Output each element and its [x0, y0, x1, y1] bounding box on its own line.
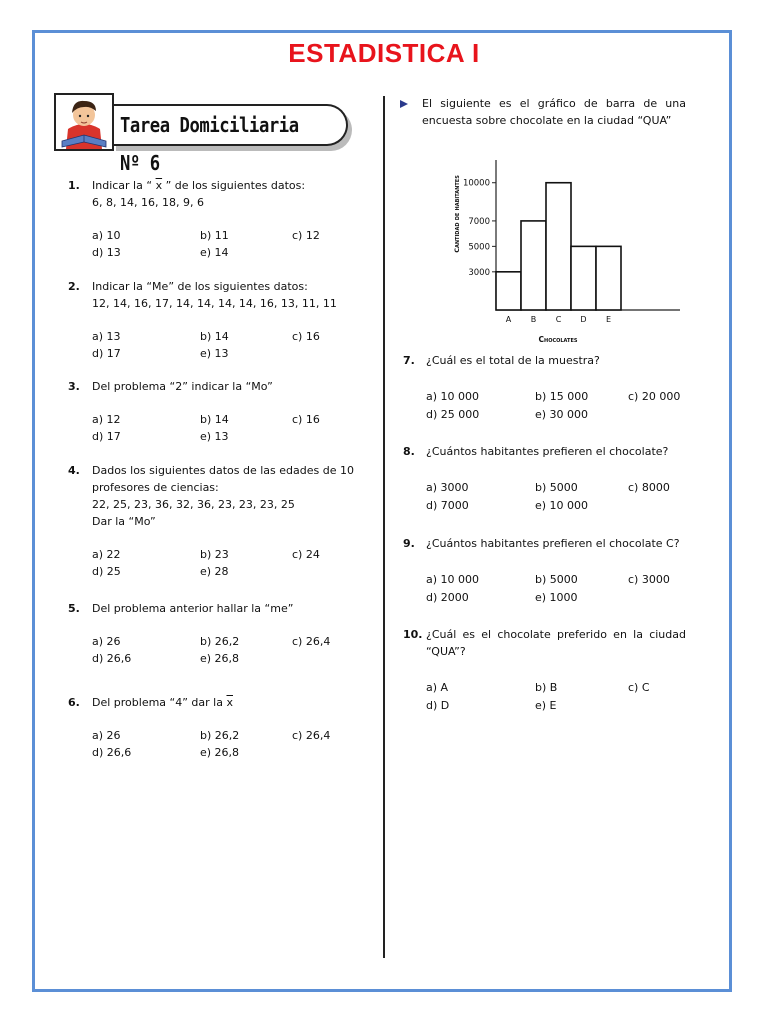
question-text: Indicar la “Me” de los siguientes datos: — [92, 280, 308, 293]
answer-option[interactable]: e) 26,8 — [200, 746, 240, 759]
answer-option[interactable]: b) 23 — [200, 548, 229, 561]
answer-option[interactable]: d) 25 — [92, 565, 121, 578]
answer-option[interactable]: c) C — [628, 681, 650, 694]
bar-c — [546, 183, 571, 310]
question-text: Indicar la “ $\overline{x}$ ” de los siguientes datos: — [92, 179, 306, 192]
answer-option[interactable]: c) 12 — [292, 229, 320, 242]
question-number: 5. — [68, 602, 80, 615]
question-text: ¿Cuántos habitantes prefieren el chocolate? — [426, 445, 669, 458]
answer-option[interactable]: b) 5000 — [535, 573, 578, 586]
answer-option[interactable]: d) D — [426, 699, 450, 712]
answer-option[interactable]: c) 16 — [292, 330, 320, 343]
answer-option[interactable]: d) 25 000 — [426, 408, 480, 421]
bar-e — [596, 246, 621, 310]
answer-option[interactable]: c) 24 — [292, 548, 320, 561]
y-tick-label: 7000 — [468, 216, 490, 227]
student-reading-icon — [56, 95, 112, 149]
answer-option[interactable]: c) 20 000 — [628, 390, 681, 403]
answer-option[interactable]: c) 16 — [292, 413, 320, 426]
answer-option[interactable]: d) 13 — [92, 246, 121, 259]
answer-option[interactable]: e) 30 000 — [535, 408, 589, 421]
answer-option[interactable]: e) 14 — [200, 246, 229, 259]
answer-option[interactable]: a) 26 — [92, 729, 121, 742]
answer-option[interactable]: b) 15 000 — [535, 390, 589, 403]
answer-option[interactable]: e) 26,8 — [200, 652, 240, 665]
question-text: 22, 25, 23, 36, 32, 36, 23, 23, 23, 25 — [92, 498, 295, 511]
homework-label-text: Tarea Domiciliaria Nº 6 — [120, 113, 299, 175]
question-number: 2. — [68, 280, 80, 293]
question-text: profesores de ciencias: — [92, 481, 219, 494]
answer-option[interactable]: a) 12 — [92, 413, 121, 426]
answer-option[interactable]: e) 28 — [200, 565, 229, 578]
answer-option[interactable]: c) 26,4 — [292, 729, 331, 742]
question-number: 6. — [68, 696, 80, 709]
question-text: Dar la “Mo” — [92, 515, 156, 528]
answer-option[interactable]: a) 22 — [92, 548, 121, 561]
answer-option[interactable]: c) 26,4 — [292, 635, 331, 648]
x-tick-label: E — [605, 315, 612, 324]
intro-line: encuesta sobre chocolate en la ciudad “QUA” — [422, 114, 672, 127]
mean-symbol: $\overline{x}$ — [155, 179, 163, 192]
homework-label — [112, 104, 348, 175]
y-tick-label: 3000 — [468, 267, 490, 278]
x-axis-title: Chocolates — [538, 335, 578, 344]
answer-option[interactable]: a) 3000 — [426, 481, 469, 494]
bar-chart — [440, 160, 700, 346]
question-text: Del problema “2” indicar la “Mo” — [92, 380, 273, 393]
x-tick-label: C — [555, 315, 562, 324]
answer-option[interactable]: d) 17 — [92, 347, 121, 360]
question-text: Del problema anterior hallar la “me” — [92, 602, 294, 615]
answer-option[interactable]: e) 10 000 — [535, 499, 589, 512]
mean-symbol: $\overline{x}$ — [226, 696, 233, 709]
x-tick-label: D — [580, 315, 587, 324]
answer-option[interactable]: b) 14 — [200, 413, 229, 426]
answer-option[interactable]: b) 26,2 — [200, 635, 240, 648]
intro-line: El siguiente es el gráfico de barra de una — [422, 97, 686, 110]
y-tick-label: 5000 — [468, 242, 490, 253]
answer-option[interactable]: b) 11 — [200, 229, 229, 242]
answer-option[interactable]: d) 26,6 — [92, 746, 132, 759]
answer-option[interactable]: d) 17 — [92, 430, 121, 443]
answer-option[interactable]: a) 26 — [92, 635, 121, 648]
answer-option[interactable]: b) 14 — [200, 330, 229, 343]
intro-text — [422, 95, 686, 129]
question-number: 8. — [403, 445, 415, 458]
question-text: Dados los siguientes datos de las edades de 10 — [92, 464, 354, 477]
question-number: 4. — [68, 464, 80, 477]
question-number: 9. — [403, 537, 415, 550]
answer-option[interactable]: d) 26,6 — [92, 652, 132, 665]
question-number: 10. — [403, 628, 423, 641]
x-tick-label: A — [505, 315, 512, 324]
answer-option[interactable]: e) 13 — [200, 430, 229, 443]
question-text: ¿Cuántos habitantes prefieren el chocolate C? — [426, 537, 680, 550]
question-text: 12, 14, 16, 17, 14, 14, 14, 14, 16, 13, 11, 11 — [92, 297, 337, 310]
bar-d — [571, 246, 596, 310]
question-number: 1. — [68, 179, 80, 192]
answer-option[interactable]: c) 8000 — [628, 481, 670, 494]
bar-a — [496, 272, 521, 310]
answer-option[interactable]: a) 13 — [92, 330, 121, 343]
answer-option[interactable]: e) 13 — [200, 347, 229, 360]
answer-option[interactable]: b) B — [535, 681, 558, 694]
question-text: ¿Cuál es el total de la muestra? — [426, 354, 600, 367]
answer-option[interactable]: e) 1000 — [535, 591, 578, 604]
y-axis-title: Cantidad de habitantes — [453, 175, 461, 253]
bar-b — [521, 221, 546, 310]
answer-option[interactable]: e) E — [535, 699, 557, 712]
column-divider — [383, 96, 385, 958]
question-text: 6, 8, 14, 16, 18, 9, 6 — [92, 196, 204, 209]
answer-option[interactable]: a) A — [426, 681, 449, 694]
question-text: Del problema “4” dar la $\overline{x}$ — [92, 696, 233, 709]
answer-option[interactable]: b) 26,2 — [200, 729, 240, 742]
answer-option[interactable]: b) 5000 — [535, 481, 578, 494]
question-number: 7. — [403, 354, 415, 367]
student-illustration — [54, 93, 114, 151]
question-text: “QUA”? — [426, 645, 466, 658]
page-title: ESTADISTICA I — [288, 38, 480, 68]
answer-option[interactable]: c) 3000 — [628, 573, 670, 586]
answer-option[interactable]: d) 2000 — [426, 591, 469, 604]
answer-option[interactable]: a) 10 — [92, 229, 121, 242]
question-text: ¿Cuál es el chocolate preferido en la ciudad — [426, 628, 686, 641]
answer-option[interactable]: a) 10 000 — [426, 573, 480, 586]
bullet-arrow-icon — [400, 100, 408, 108]
y-tick-label: 10000 — [462, 178, 490, 189]
x-tick-label: B — [530, 315, 537, 324]
answer-option[interactable]: d) 7000 — [426, 499, 469, 512]
question-number: 3. — [68, 380, 80, 393]
answer-option[interactable]: a) 10 000 — [426, 390, 480, 403]
